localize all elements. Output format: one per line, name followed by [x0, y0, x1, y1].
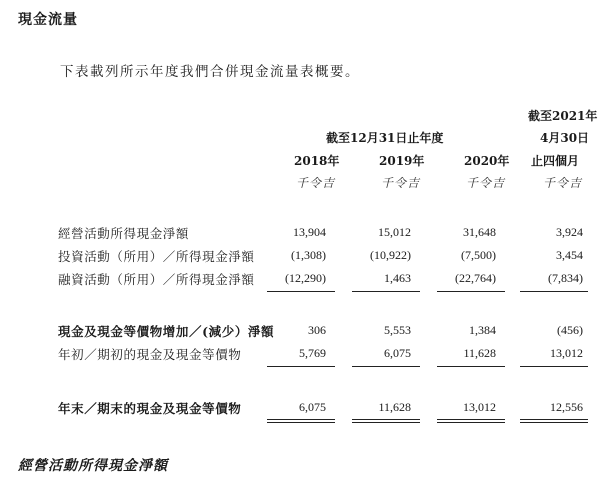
table-cell: 5,553: [384, 323, 411, 337]
table-cell: 13,904: [293, 225, 326, 239]
subtotal-rule: [437, 291, 505, 292]
table-cell: (7,834): [548, 271, 583, 285]
total-rule: [437, 422, 505, 423]
table-cell: (1,308): [291, 248, 326, 262]
unit-label: 千令吉: [466, 176, 506, 190]
col4-header-top: 截至2021年: [528, 109, 598, 123]
total-rule: [267, 419, 335, 420]
subtotal-rule: [352, 366, 420, 367]
table-cell: 13,012: [463, 400, 496, 414]
row-label-opening: 年初／期初的現金及現金等價物: [58, 347, 242, 362]
unit-label: 千令吉: [381, 176, 421, 190]
year-header-4m: 止四個月: [531, 154, 580, 168]
total-rule: [352, 419, 420, 420]
table-cell: 5,769: [299, 346, 326, 360]
subtotal-rule: [520, 366, 588, 367]
year-header-2018: 2018年: [294, 154, 340, 168]
table-cell: 6,075: [384, 346, 411, 360]
table-cell: 12,556: [550, 400, 583, 414]
table-cell: 3,924: [556, 225, 583, 239]
table-cell: 6,075: [299, 400, 326, 414]
table-cell: 1,384: [469, 323, 496, 337]
section-title: 現金流量: [18, 12, 78, 28]
subtotal-rule: [437, 366, 505, 367]
total-rule: [267, 422, 335, 423]
table-cell: 11,628: [463, 346, 496, 360]
table-cell: (12,290): [285, 271, 326, 285]
row-label-closing: 年末／期末的現金及現金等價物: [58, 401, 242, 416]
table-cell: (10,922): [370, 248, 411, 262]
table-cell: 306: [308, 323, 326, 337]
subtotal-rule: [267, 291, 335, 292]
row-label-investing: 投資活動（所用）／所得現金淨額: [58, 249, 255, 264]
row-label-financing: 融資活動（所用）／所得現金淨額: [58, 272, 255, 287]
unit-label: 千令吉: [296, 176, 336, 190]
table-cell: 31,648: [463, 225, 496, 239]
table-cell: (456): [557, 323, 583, 337]
table-cell: 11,628: [378, 400, 411, 414]
period-group-header: 截至12月31日止年度: [326, 131, 444, 145]
year-header-2019: 2019年: [379, 154, 425, 168]
total-rule: [520, 419, 588, 420]
subsection-heading: 經營活動所得現金淨額: [18, 458, 168, 474]
total-rule: [437, 419, 505, 420]
table-cell: 3,454: [556, 248, 583, 262]
unit-label: 千令吉: [543, 176, 583, 190]
total-rule: [520, 422, 588, 423]
intro-text: 下表載列所示年度我們合併現金流量表概要。: [60, 64, 360, 80]
table-cell: (7,500): [461, 248, 496, 262]
total-rule: [352, 422, 420, 423]
row-label-net-change: 現金及現金等價物增加／(減少）淨額: [58, 324, 275, 339]
subtotal-rule: [520, 291, 588, 292]
row-label-operating: 經營活動所得現金淨額: [58, 226, 190, 241]
subtotal-rule: [267, 366, 335, 367]
col4-header-mid: 4月30日: [540, 131, 590, 145]
table-cell: (22,764): [455, 271, 496, 285]
table-cell: 13,012: [550, 346, 583, 360]
subtotal-rule: [352, 291, 420, 292]
table-cell: 1,463: [384, 271, 411, 285]
table-cell: 15,012: [378, 225, 411, 239]
year-header-2020: 2020年: [464, 154, 510, 168]
